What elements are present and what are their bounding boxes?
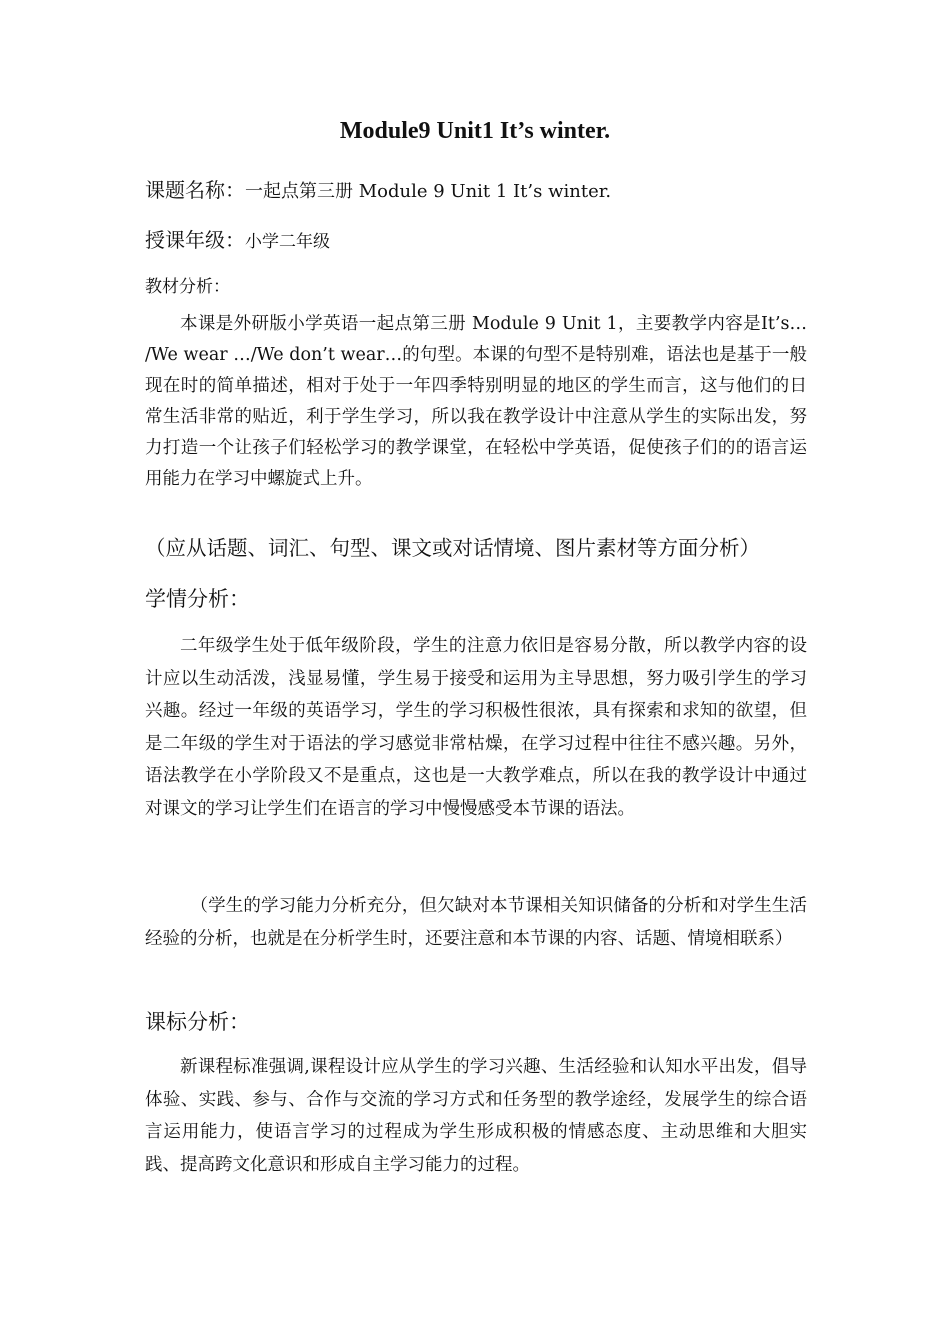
curriculum-analysis-text: 新课程标准强调,课程设计应从学生的学习兴趣、生活经验和认知水平出发，倡导体验、实践、参与、合作与交流的学习方式和任务型的教学途经，发展学生的综合语言运用能力，使语言学习的过程成为学生形成积极的情感态度、主动思维和大胆实践、提高跨文化意识和形成自主学习能力的过程。 <box>145 1057 807 1175</box>
topic-value: 一起点第三册 Module 9 Unit 1 It’s winter. <box>245 181 612 202</box>
student-analysis-heading: 学情分析： <box>145 587 250 611</box>
grade-value: 小学二年级 <box>245 232 330 252</box>
textbook-analysis-text: 本课是外研版小学英语一起点第三册 Module 9 Unit 1，主要教学内容是It’s… /We wear …/We don’t wear…的句型。本课的句型不是特别难，语法也是基于一般现在时的简单描述，相对于处于一年四季特别明显的地区的学生而言，这与他们的日常生活非常的贴近，利于学生学习，所以我在教学设计中注意从学生的实际出发，努力打造一个让孩子们轻松学习的教学课堂，在轻松中学英语，促使孩子们的的语言运用能力在学习中螺旋式上升。 <box>145 314 807 489</box>
student-analysis-note-text: （学生的学习能力分析充分，但欠缺对本节课相关知识储备的分析和对学生生活经验的分析，也就是在分析学生时，还要注意和本节课的内容、话题、情境相联系） <box>145 896 807 949</box>
topic-label: 课题名称： <box>145 178 245 202</box>
student-analysis-note <box>145 890 807 956</box>
textbook-analysis-note: （应从话题、词汇、句型、课文或对话情境、图片素材等方面分析） <box>145 536 760 560</box>
student-analysis-body <box>145 630 807 825</box>
student-analysis-text: 二年级学生处于低年级阶段，学生的注意力依旧是容易分散，所以教学内容的设计应以生动活泼，浅显易懂，学生易于接受和运用为主导思想，努力吸引学生的学习兴趣。经过一年级的英语学习，学生的学习积极性很浓，具有探索和求知的欲望，但是二年级的学生对于语法的学习感觉非常枯燥，在学习过程中往往不感兴趣。另外，语法教学在小学阶段又不是重点，这也是一大教学难点，所以在我的教学设计中通过对课文的学习让学生们在语言的学习中慢慢感受本节课的语法。 <box>145 636 807 819</box>
document-title: Module9 Unit1 It’s winter. <box>339 118 611 144</box>
textbook-analysis-heading: 教材分析： <box>145 277 230 297</box>
textbook-analysis-body <box>145 309 807 495</box>
topic-line <box>145 174 611 203</box>
grade-label: 授课年级： <box>145 228 245 252</box>
curriculum-analysis-body <box>145 1051 807 1181</box>
curriculum-analysis-heading: 课标分析： <box>145 1010 250 1034</box>
grade-line <box>145 224 330 253</box>
